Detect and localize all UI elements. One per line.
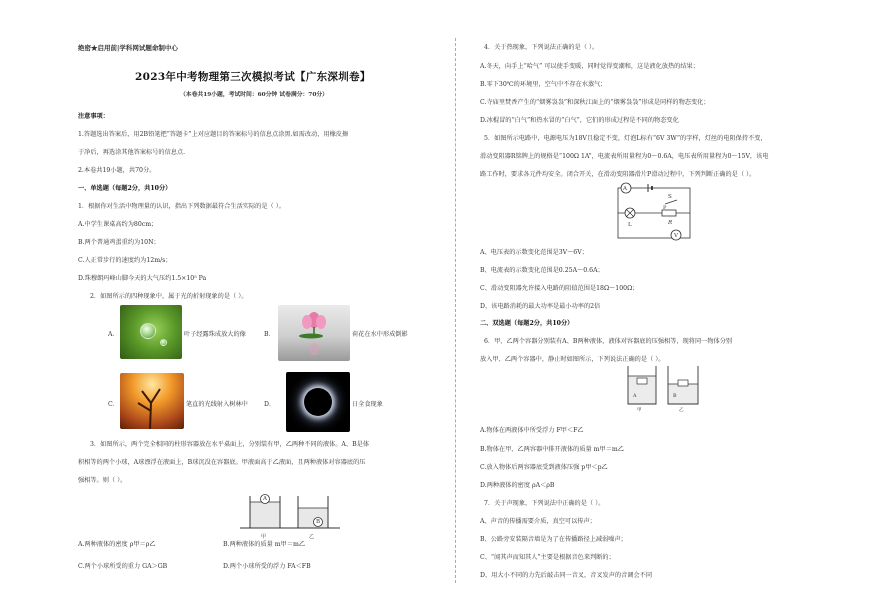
option-text: A.两种液体的密度 ρ甲＝ρ乙 (78, 541, 156, 548)
question-stem: 2．如图所示的四种现象中，属于光的折射现象的是（ ）。 (90, 293, 248, 300)
container-label: 甲 (261, 534, 267, 540)
switch-label: S (668, 194, 672, 200)
sunlight-forest-image (120, 373, 184, 429)
header-mark: 绝密★启用前|学科网试题命制中心 (78, 44, 178, 52)
option-text: D、用大小不同的力先后敲击同一音叉，音叉发声的音调会不同 (480, 572, 653, 579)
question-stem: 4．关于热现象，下列说法正确的是（ ）。 (484, 44, 599, 51)
resistor-label: R (668, 220, 673, 226)
lamp-label: L (628, 222, 632, 228)
question-stem: 路工作时，要求各元件均安全。闭合开关，在滑动变阻器滑片P滑动过程中，下列判断正确的是（ ）。 (480, 171, 756, 178)
tree-icon (120, 373, 184, 429)
section-heading: 一、单选题（每题2分，共10分） (78, 185, 172, 192)
option-text: C.两个小球所受的重力 GA＞GB (78, 563, 168, 570)
option-text: D.两个小球所受的浮力 FA＜FB (223, 563, 311, 570)
option-text: 日全食现象 (352, 401, 383, 408)
option-text: 笔直的光线射入树林中 (186, 401, 248, 408)
option-text: B.两种液体的质量 m甲＝m乙 (223, 541, 306, 548)
option-text: B.物体在甲、乙两容器中排开液体的质量 m甲＝m乙 (480, 446, 624, 453)
dewdrop-icon (160, 339, 167, 346)
liquid-b-label: B (673, 394, 677, 399)
option-text: C.放入物体后两容器底受到液体压强 p甲＜p乙 (480, 464, 608, 471)
option-text: D.珠穆朗玛峰山脚今天的大气压约1.5×10⁵ Pa (78, 275, 207, 282)
option-letter: D． (264, 401, 276, 408)
option-text: 叶子经露珠成放大的像 (184, 331, 246, 338)
option-text: A.冬天，向手上“哈气” 可以使手变暖，同时觉得变潮和，这是液化放热的结果； (480, 63, 699, 70)
option-text: A.物体在两液体中所受浮力 F甲＜F乙 (480, 427, 584, 434)
question-stem: 5．如图所示电路中，电源电压为18V且稳定不变，灯泡L标有“6V 3W”的字样，灯丝的电阻保持不变， (484, 135, 767, 142)
option-text: B.两个普通鸡蛋重约为10N； (78, 239, 160, 246)
dewdrop-icon (140, 323, 156, 339)
question-stem: 6．甲、乙两个容器分别装有A、B两种液体，液体对容器底的压强相等，现将同一物体分别 (484, 338, 733, 345)
eclipse-icon (304, 388, 332, 416)
question-stem: 3．如图所示，两个完全相同的柱形容器放在水平桌面上，分别装有甲，乙两种不同的液体。A、B是体 (90, 441, 370, 448)
question-stem: 滑动变阻器R铭牌上的规格是“100Ω 1A”，电流表所用量程为0～0.6A，电压表所用量程为0～15V，该电 (480, 153, 769, 160)
container-label: 乙 (679, 408, 684, 413)
option-text: B.零下30℃的环境里，空气中不存在水蒸气； (480, 81, 607, 88)
page-subtitle: （本卷共19小题，考试时间：60分钟 试卷满分：70分） (180, 92, 328, 98)
option-text: D、该电路消耗的最大功率是最小功率的2倍 (480, 303, 601, 310)
slider-label: P (663, 205, 667, 211)
solar-eclipse-image (286, 372, 350, 432)
notes-line: 2.本卷共19小题，共70分。 (78, 167, 156, 174)
option-text: B、电流表的示数变化范围是0.25A～0.6A； (480, 267, 604, 274)
voltmeter-label: V (674, 233, 678, 239)
option-text: A.中学生课桌高约为80cm； (78, 221, 158, 228)
two-containers-diagram (240, 488, 340, 532)
option-text: C、“闻其声而知其人”主要是根据音色来判断的； (480, 554, 615, 561)
option-text: B、公路旁安装隔音墙是为了在传播路径上减弱噪声； (480, 536, 627, 543)
two-liquids-diagram (626, 364, 700, 412)
notes-heading: 注意事项： (78, 113, 109, 120)
ball-a-label: A (263, 496, 267, 502)
option-letter: A． (108, 331, 119, 338)
option-text: 荷花在水中形成倒影 (352, 331, 408, 338)
lotus-icon (278, 305, 350, 361)
column-divider (455, 38, 456, 583)
ball-b-label: B (316, 519, 321, 525)
option-text: A、电压表的示数变化范围是3V～6V； (480, 249, 588, 256)
page-title: 2023年中考物理第三次模拟考试【广东深圳卷】 (135, 71, 371, 83)
question-stem: 放入甲、乙两个容器中，静止时如图所示，下列说法正确的是（ ）。 (480, 356, 665, 363)
ammeter-label: A (623, 186, 627, 192)
liquid-a-label: A (633, 394, 637, 399)
notes-line: 于净后，再选涂其他答案标号的信息点. (78, 149, 186, 156)
option-text: A、声音的传播需要介质，真空可以传声； (480, 518, 596, 525)
option-letter: B． (264, 331, 275, 338)
option-text: D.冰棍冒的“白气”和热水冒的“白气”，它们的形成过程是不同的物态变化 (480, 117, 679, 124)
question-stem: 1．根据你对生活中物理量的认识，指出下列数据最符合生活实际的是（ ）。 (78, 203, 285, 210)
question-stem: 强相等。则（ ）。 (78, 477, 127, 484)
notes-line: 1.答题选出答案后，用2B铅笔把“答题卡”上对应题目的答案标号的信息点涂黑.如需改动，用橡皮擦 (78, 131, 349, 138)
question-stem: 7．关于声现象，下列说法中正确的是（ ）。 (484, 500, 605, 507)
dewdrop-leaf-image (120, 305, 182, 359)
container-label: 乙 (309, 534, 315, 540)
option-text: C.人正常步行的速度约为12m/s； (78, 257, 172, 264)
option-text: D.两种液体的密度 ρA＜ρB (480, 482, 555, 489)
option-text: C.寺庙里焚香产生的“烟雾袅袅”和深秋江面上的“烟雾袅袅”形成是同样的物态变化； (480, 99, 710, 106)
lotus-reflection-image (278, 305, 350, 361)
option-letter: C． (108, 401, 119, 408)
container-label: 甲 (637, 408, 642, 413)
question-stem: 积相等的两个小球，A球漂浮在液面上，B球沉没在容器底。甲液面高于乙液面，且两种液体对容器底的压 (78, 459, 366, 466)
option-text: C、滑动变阻器允许接入电路的阻值范围是18Ω～100Ω； (480, 285, 639, 292)
section-heading: 二、双选题（每题2分，共10分） (480, 320, 574, 327)
